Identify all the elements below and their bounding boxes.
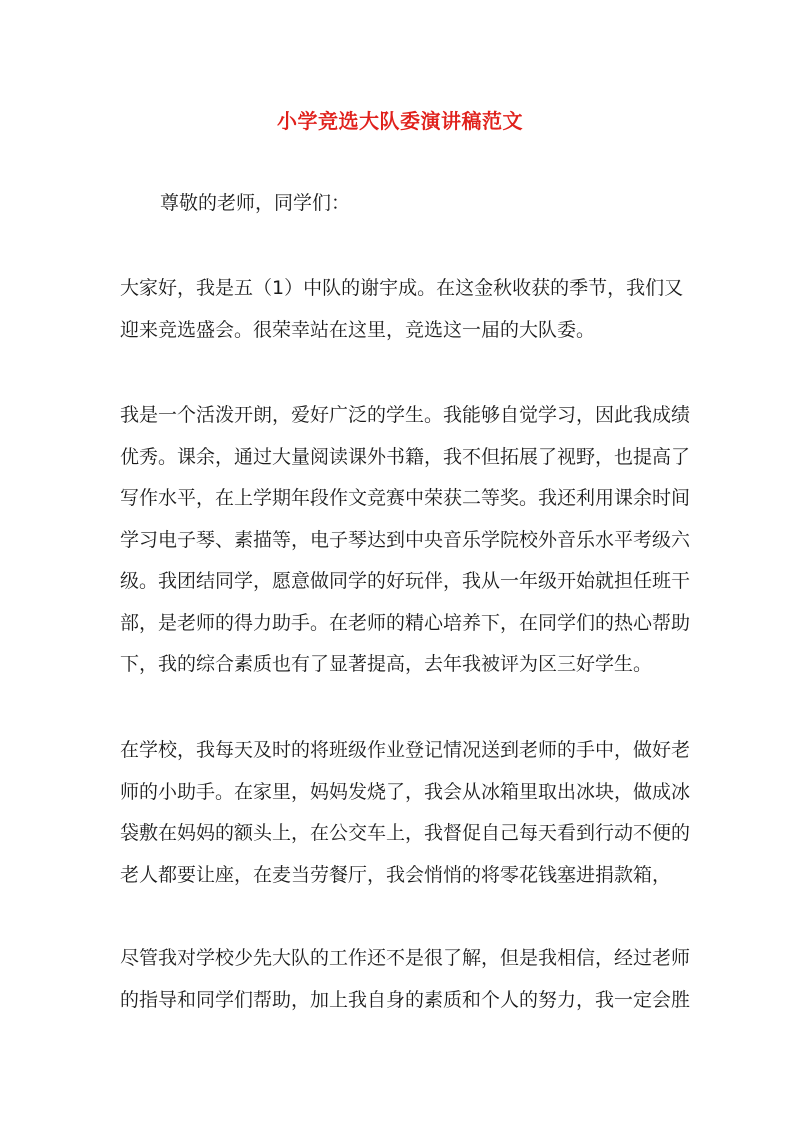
paragraph-line: 写作水平，在上学期年段作文竞赛中荣获二等奖。我还利用课余时间 — [120, 487, 691, 509]
document-title: 小学竞选大队委演讲稿范文 — [277, 109, 523, 133]
paragraph-line: 在学校，我每天及时的将班级作业登记情况送到老师的手中，做好老 — [120, 739, 691, 761]
paragraph-4 — [120, 938, 690, 1021]
paragraph-line: 部，是老师的得力助手。在老师的精心培养下，在同学们的热心帮助 — [120, 611, 691, 634]
paragraph-line: 我是一个活泼开朗，爱好广泛的学生。我能够自觉学习，因此我成绩 — [120, 404, 691, 426]
paragraph-3 — [120, 730, 690, 896]
greeting-line: 尊敬的老师，同学们： — [160, 192, 351, 214]
paragraph-line: 学习电子琴、素描等，电子琴达到中央音乐学院校外音乐水平考级六 — [120, 528, 691, 551]
paragraph-line: 袋敷在妈妈的额头上，在公交车上，我督促自己每天看到行动不便的 — [120, 822, 691, 844]
paragraph-2 — [120, 395, 690, 686]
paragraph-line: 级。我团结同学，愿意做同学的好玩伴，我从一年级开始就担任班干 — [120, 570, 691, 592]
paragraph-line: 老人都要让座，在麦当劳餐厅，我会悄悄的将零花钱塞进捐款箱， — [120, 863, 672, 886]
paragraph-line: 下，我的综合素质也有了显著提高，去年我被评为区三好学生。 — [120, 653, 653, 675]
paragraph-line: 尽管我对学校少先大队的工作还不是很了解，但是我相信，经过老师 — [120, 947, 691, 969]
paragraph-1 — [120, 268, 690, 351]
paragraph-line: 优秀。课余，通过大量阅读课外书籍，我不但拓展了视野，也提高了 — [120, 445, 691, 468]
paragraph-line: 的指导和同学们帮助，加上我自身的素质和个人的努力，我一定会胜 — [120, 988, 691, 1011]
paragraph-line: 迎来竞选盛会。很荣幸站在这里，竞选这一届的大队委。 — [120, 318, 596, 341]
paragraph-line: 师的小助手。在家里，妈妈发烧了，我会从冰箱里取出冰块，做成冰 — [120, 780, 691, 803]
paragraph-line: 大家好，我是五（1）中队的谢宇成。在这金秋收获的季节，我们又 — [120, 277, 684, 299]
